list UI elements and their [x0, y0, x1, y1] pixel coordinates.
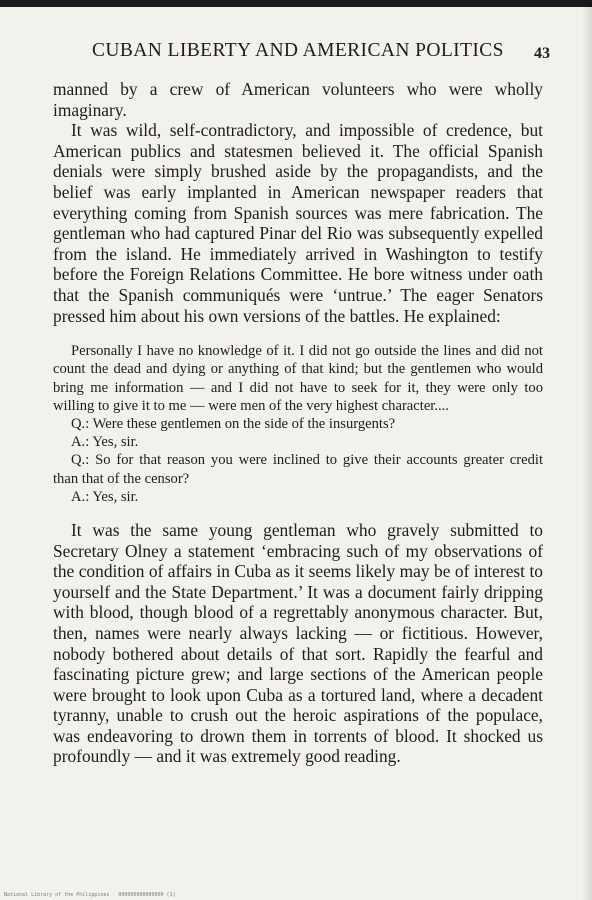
page-header: [70, 40, 550, 70]
paragraph-continued: manned by a crew of American volunteers who were wholly imaginary.: [53, 79, 543, 120]
page-body: [53, 79, 543, 767]
scan-credit: National Library of the Philippines · 000000000000000 (1): [4, 892, 176, 898]
quote-question: Q.: Were these gentlemen on the side of the insurgents?: [71, 415, 396, 432]
paragraph: It was wild, self-contradictory, and impossible of credence, but American publics and statesmen believed it. The official Spanish denials were simply brushed aside by the propagandists, and the belief was early implanted in American newspaper readers that everything coming from Spanish sources was mere fabrication. The gentleman who had captured Pinar del Rio was subsequently expelled from the island. He immediately arrived in Washington to testify before the Foreign Relations Committee. He bore witness under oath that the Spanish communiqués were ‘untrue.’ The eager Senators pressed him about his own versions of the battles. He explained:: [53, 120, 543, 326]
page-edge-shadow: [582, 0, 592, 900]
running-head: CUBAN LIBERTY AND AMERICAN POLITICS: [92, 40, 504, 61]
quote-paragraph: Personally I have no knowledge of it. I did not go outside the lines and did not count the dead and dying or anything of that kind; but the gentlemen who would bring me information — and I did not have to seek for it, they were only too willing to give it to me — were men of the very highest character....: [53, 343, 543, 414]
quote-answer: A.: Yes, sir.: [71, 488, 139, 505]
top-border: [0, 0, 592, 7]
quote-question: Q.: So for that reason you were inclined to give their accounts greater credit than that of the censor?: [53, 452, 543, 487]
quote-answer: A.: Yes, sir.: [71, 434, 139, 451]
testimony-quote: [53, 342, 543, 506]
paragraph: It was the same young gentleman who gravely submitted to Secretary Olney a statement ‘embracing such of my observations of the condition of affairs in Cuba as it seems likely may be of interest to yourself and the State Department.’ It was a document fairly dripping with blood, though blood of a regrettably anonymous character. But, then, names were nearly always lacking — or fictitious. However, nobody bothered about details of that sort. Rapidly the fearful and fascinating picture grew; and large sections of the American people were brought to look upon Cuba as a tortured land, where a decadent tyranny, unable to crush out the heroic aspirations of the populace, was endeavoring to drown them in torrents of blood. It shocked us profoundly — and it was extremely good reading.: [53, 519, 543, 767]
page-number: 43: [534, 45, 550, 62]
